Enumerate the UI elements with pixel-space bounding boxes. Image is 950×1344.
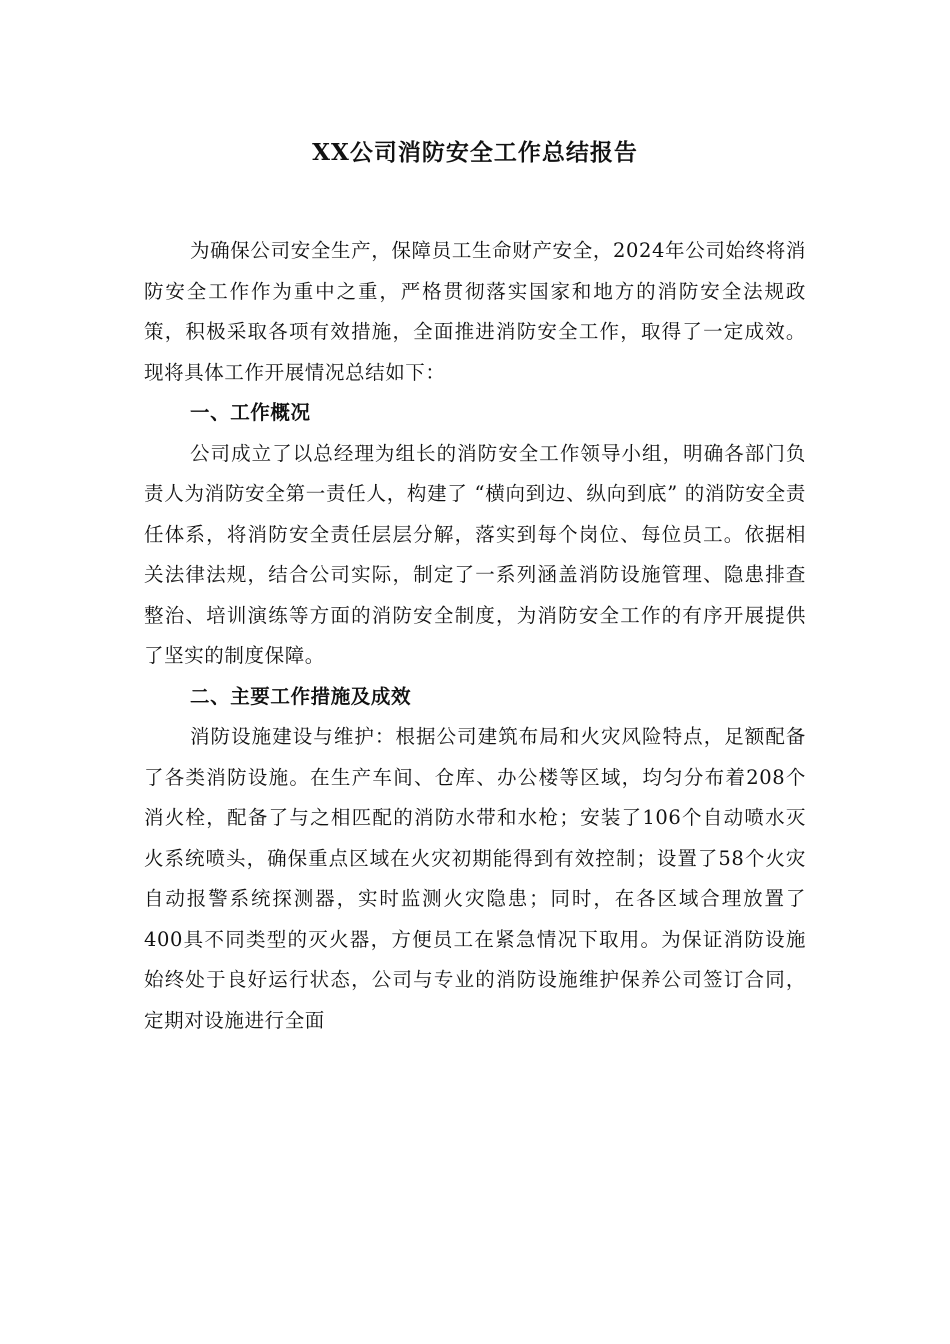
- section-paragraph-overview: 公司成立了以总经理为组长的消防安全工作领导小组，明确各部门负责人为消防安全第一责任人，构建了 “横向到边、纵向到底” 的消防安全责任体系，将消防安全责任层层分解，落实到每个岗位、每位员工。依据相关法律法规，结合公司实际，制定了一系列涵盖消防设施管理、隐患排查整治、培训演练等方面的消防安全制度，为消防安全工作的有序开展提供了坚实的制度保障。: [144, 441, 806, 667]
- section-paragraph-measures: 消防设施建设与维护：根据公司建筑布局和火灾风险特点，足额配备了各类消防设施。在生产车间、仓库、办公楼等区域，均匀分布着208个消火栓，配备了与之相匹配的消防水带和水枪；安装了106个自动喷水灭火系统喷头，确保重点区域在火灾初期能得到有效控制；设置了58个火灾自动报警系统探测器，实时监测火灾隐患；同时，在各区域合理放置了400具不同类型的灭火器，方便员工在紧急情况下取用。为保证消防设施始终处于良好运行状态，公司与专业的消防设施维护保养公司签订合同，定期对设施进行全面: [144, 725, 806, 1032]
- intro-paragraph: 为确保公司安全生产，保障员工生命财产安全，2024年公司始终将消防安全工作作为重中之重，严格贯彻落实国家和地方的消防安全法规政策，积极采取各项有效措施，全面推进消防安全工作，取得了一定成效。现将具体工作开展情况总结如下：: [144, 239, 806, 384]
- document-body: [144, 231, 806, 1041]
- section-heading-overview: 一、工作概况: [190, 401, 311, 424]
- document-title: XX公司消防安全工作总结报告: [312, 139, 638, 166]
- section-heading-measures: 二、主要工作措施及成效: [190, 684, 412, 708]
